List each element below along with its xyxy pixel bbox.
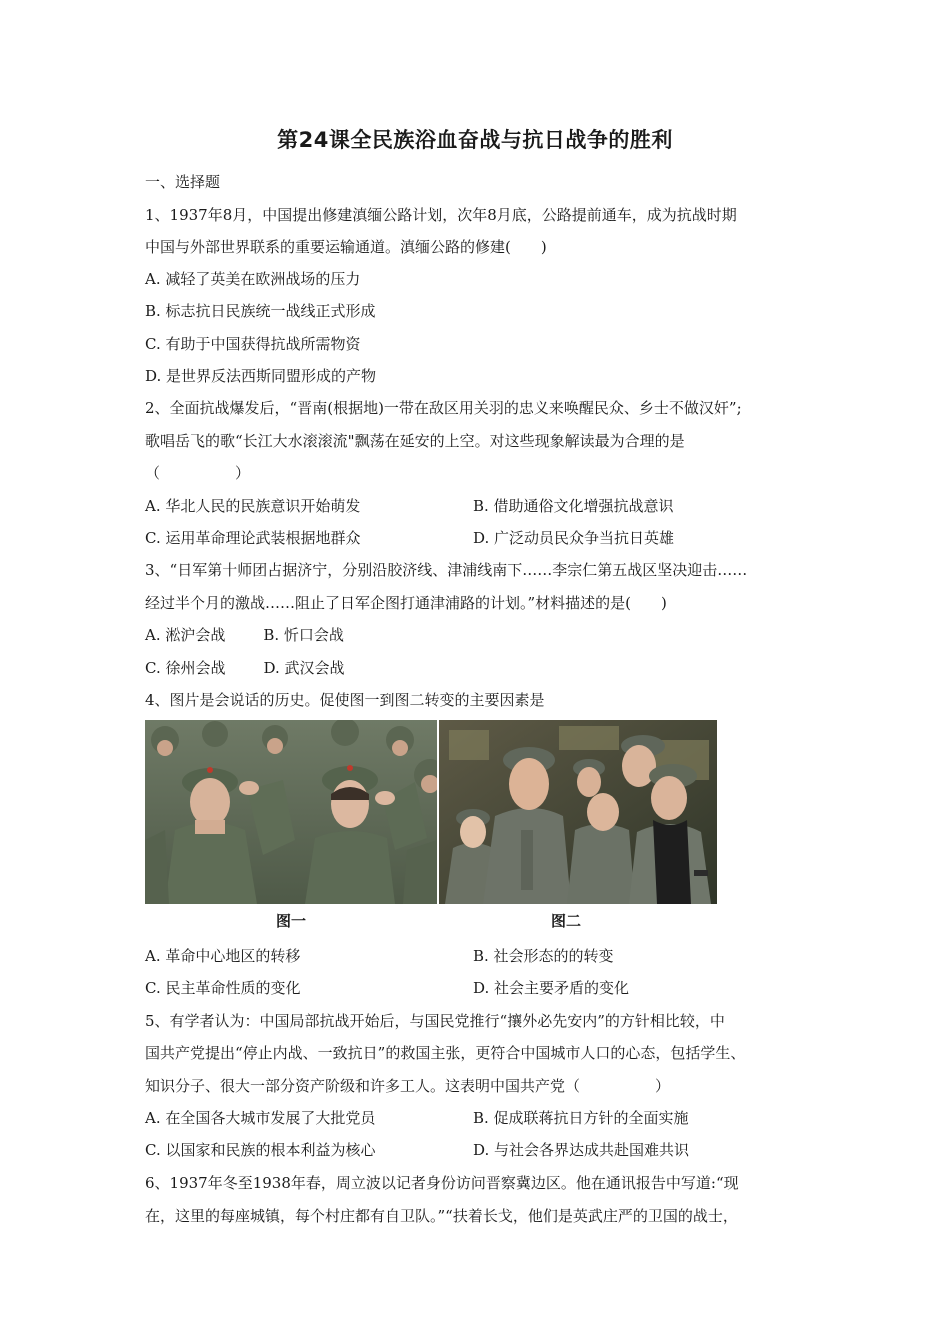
q3-options-row2 (145, 658, 345, 678)
q4-option-b: B. 社会形态的的转变 (473, 947, 614, 965)
q6-stem-line2: 在，这里的每座城镇，每个村庄都有自卫队。”“扶着长戈，他们是英武庄严的卫国的战士， (145, 1207, 738, 1225)
caption-figure-2: 图二 (551, 912, 582, 930)
q1-option-b: B. 标志抗日民族统一战线正式形成 (145, 302, 376, 320)
q1-option-d: D. 是世界反法西斯同盟形成的产物 (145, 367, 377, 385)
q2-option-a: A. 华北人民的民族意识开始萌发 (145, 497, 361, 515)
photo-figure-2 (439, 720, 717, 904)
q2-stem-line1: 2、全面抗战爆发后，“晋南(根据地)一带在敌区用关羽的忠义来唤醒民众、乡士不做汉奸”; (145, 399, 742, 417)
q1-stem-line1: 1、1937年8月，中国提出修建滇缅公路计划，次年8月底，公路提前通车，成为抗战时期 (145, 206, 737, 224)
q4-figure (145, 720, 717, 908)
q5-option-d: D. 与社会各界达成共赴国难共识 (473, 1141, 690, 1159)
q4-option-d: D. 社会主要矛盾的变化 (473, 979, 630, 997)
q3-options-row1 (145, 625, 344, 645)
q2-option-d: D. 广泛动员民众争当抗日英雄 (473, 529, 675, 547)
photo-figure-1 (145, 720, 437, 904)
page-title: 第24课全民族浴血奋战与抗日战争的胜利 (277, 128, 673, 152)
caption-figure-1: 图一 (276, 912, 307, 930)
q3-option-b: B. 忻口会战 (263, 626, 344, 644)
q3-stem-line2: 经过半个月的激战……阻止了日军企图打通津浦路的计划。”材料描述的是( ) (145, 594, 667, 612)
section-heading: 一、选择题 (145, 173, 221, 191)
q2-option-b: B. 借助通俗文化增强抗战意识 (473, 497, 674, 515)
q4-stem-line1: 4、图片是会说话的历史。促使图一到图二转变的主要因素是 (145, 691, 545, 709)
q5-option-b: B. 促成联蒋抗日方针的全面实施 (473, 1109, 689, 1127)
q3-option-c: C. 徐州会战 (145, 659, 226, 677)
q2-stem-line3: （ ） (145, 464, 251, 482)
q3-option-d: D. 武汉会战 (263, 659, 345, 677)
q4-option-a: A. 革命中心地区的转移 (145, 947, 301, 965)
q3-stem-line1: 3、“日军第十师团占据济宁，分别沿胶济线、津浦线南下……李宗仁第五战区坚决迎击…… (145, 561, 748, 579)
q2-stem-line2: 歌唱岳飞的歌“长江大水滚滚流"飘荡在延安的上空。对这些现象解读最为合理的是 (145, 432, 685, 450)
q5-option-a: A. 在全国各大城市发展了大批党员 (145, 1109, 376, 1127)
q5-stem-line2: 国共产党提出“停止内战、一致抗日”的救国主张，更符合中国城市人口的心态，包括学生、 (145, 1044, 746, 1062)
q3-option-a: A. 淞沪会战 (145, 626, 226, 644)
q1-stem-line2: 中国与外部世界联系的重要运输通道。滇缅公路的修建( ) (145, 238, 547, 256)
q4-option-c: C. 民主革命性质的变化 (145, 979, 301, 997)
q5-option-c: C. 以国家和民族的根本利益为核心 (145, 1141, 376, 1159)
q6-stem-line1: 6、1937年冬至1938年春，周立波以记者身份访问晋察冀边区。他在通讯报告中写道:“现 (145, 1174, 739, 1192)
q5-stem-line1: 5、有学者认为：中国局部抗战开始后，与国民党推行“攘外必先安内”的方针相比较，中 (145, 1012, 725, 1030)
q2-option-c: C. 运用革命理论武装根据地群众 (145, 529, 361, 547)
q1-option-c: C. 有助于中国获得抗战所需物资 (145, 335, 361, 353)
q5-stem-line3: 知识分子、很大一部分资产阶级和许多工人。这表明中国共产党（ ） (145, 1077, 671, 1095)
q1-option-a: A. 减轻了英美在欧洲战场的压力 (145, 270, 361, 288)
